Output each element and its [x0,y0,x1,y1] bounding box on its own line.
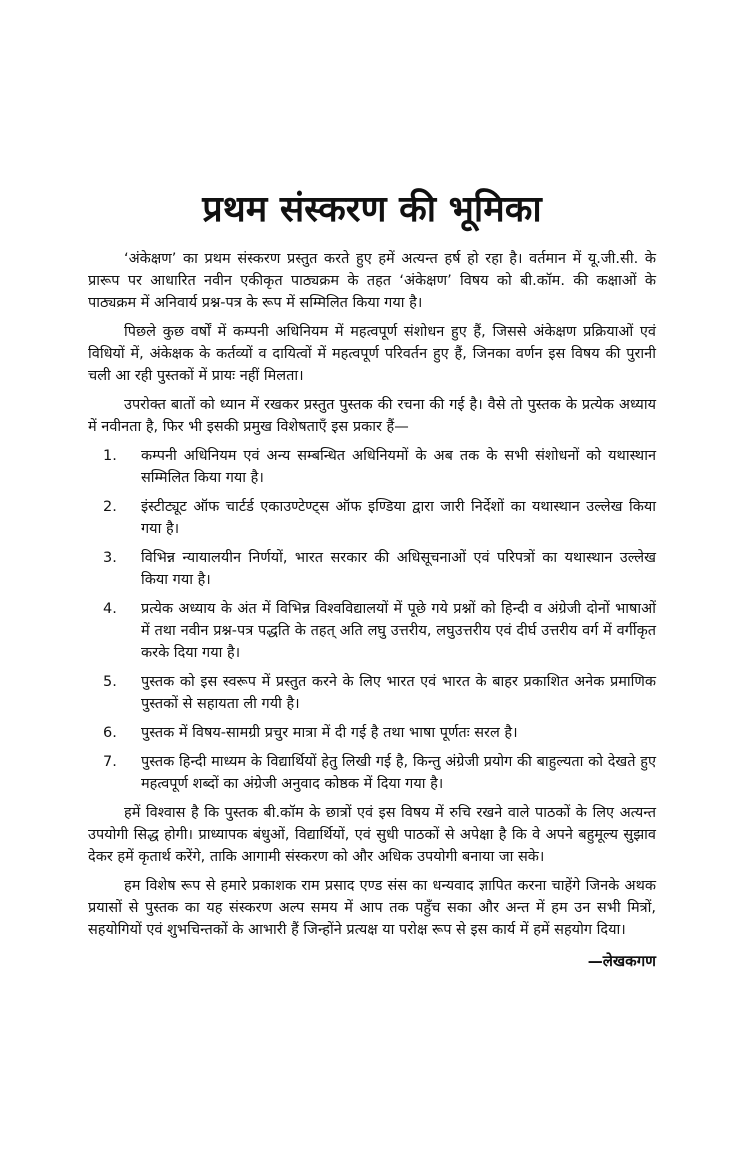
item-number: 3. [103,550,117,566]
item-number: 2. [103,499,117,515]
item-text: कम्पनी अधिनियम एवं अन्य सम्बन्धित अधिनियमों के अब तक के सभी संशोधनों को यथास्थान सम्मिलित किया गया है। [141,448,656,486]
list-item [88,722,656,744]
paragraph-features-intro: उपरोक्त बातों को ध्यान में रखकर प्रस्तुत पुस्तक की रचना की गई है। वैसे तो पुस्तक के प्रत्येक अध्याय में नवीनता है, फिर भी इसकी प्रमुख विशेषताएँ इस प्रकार हैं— [88,397,656,435]
item-text: इंस्टीट्यूट ऑफ चार्टर्ड एकाउण्टेण्ट्स ऑफ इण्डिया द्वारा जारी निर्देशों का यथास्थान उल्लेख किया गया है। [141,499,656,537]
item-text: प्रत्येक अध्याय के अंत में विभिन्न विश्वविद्यालयों में पूछे गये प्रश्नों को हिन्दी व अंग्रेजी दोनों भाषाओं में तथा नवीन प्रश्न-पत्र पद्धति के तहत् अति लघु उत्तरीय, लघुउत्तरीय एवं दीर्घ उत्तरीय वर्ग में वर्गीकृत करके दिया गया है। [141,601,656,661]
list-item [88,445,656,489]
page-title: प्रथम संस्करण की भूमिका [202,189,542,230]
list-item [88,598,656,664]
item-number: 6. [103,725,117,741]
item-number: 1. [103,448,117,464]
preface-page [88,186,656,971]
item-number: 5. [103,674,117,690]
item-text: पुस्तक को इस स्वरूप में प्रस्तुत करने के लिए भारत एवं भारत के बाहर प्रकाशित अनेक प्रमाणिक पुस्तकों से सहायता ली गयी है। [141,674,656,712]
list-item [88,751,656,795]
list-item [88,496,656,540]
signature: —लेखकगण [587,952,656,970]
list-item [88,547,656,591]
item-number: 4. [103,601,117,617]
paragraph-belief: हमें विश्वास है कि पुस्तक बी.कॉम के छात्रों एवं इस विषय में रुचि रखने वाले पाठकों के लिए अत्यन्त उपयोगी सिद्ध होगी। प्राध्यापक बंधुओं, विद्यार्थियों, एवं सुधी पाठकों से अपेक्षा है कि वे अपने बहुमूल्य सुझाव देकर हमें कृतार्थ करेंगे, ताकि आगामी संस्करण को और अधिक उपयोगी बनाया जा सके। [88,805,656,865]
features-list [88,445,656,795]
paragraph-thanks: हम विशेष रूप से हमारे प्रकाशक राम प्रसाद एण्ड संस का धन्यवाद ज्ञापित करना चाहेंगे जिनके अथक प्रयासों से पुस्तक का यह संस्करण अल्प समय में आप तक पहुँच सका और अन्त में हम उन सभी मित्रों, सहयोगियों एवं शुभचिन्तकों के आभारी हैं जिन्होंने प्रत्यक्ष या परोक्ष रूप से इस कार्य में हमें सहयोग दिया। [88,878,656,938]
item-text: विभिन्न न्यायालयीन निर्णयों, भारत सरकार की अधिसूचनाओं एवं परिपत्रों का यथास्थान उल्लेख किया गया है। [141,550,656,588]
paragraph-intro: ‘अंकेक्षण’ का प्रथम संस्करण प्रस्तुत करते हुए हमें अत्यन्त हर्ष हो रहा है। वर्तमान में यू.जी.सी. के प्रारूप पर आधारित नवीन एकीकृत पाठ्यक्रम के तहत ‘अंकेक्षण’ विषय को बी.कॉम. की कक्षाओं के पाठ्यक्रम में अनिवार्य प्रश्न-पत्र के रूप में सम्मिलित किया गया है। [88,251,656,311]
item-text: पुस्तक में विषय-सामग्री प्रचुर मात्रा में दी गई है तथा भाषा पूर्णतः सरल है। [141,725,518,741]
item-text: पुस्तक हिन्दी माध्यम के विद्यार्थियों हेतु लिखी गई है, किन्तु अंग्रेजी प्रयोग की बाहुल्यता को देखते हुए महत्वपूर्ण शब्दों का अंग्रेजी अनुवाद कोष्ठक में दिया गया है। [141,754,656,792]
list-item [88,671,656,715]
paragraph-amendments: पिछले कुछ वर्षों में कम्पनी अधिनियम में महत्वपूर्ण संशोधन हुए हैं, जिससे अंकेक्षण प्रक्रियाओं एवं विधियों में, अंकेक्षक के कर्तव्यों व दायित्वों में महत्वपूर्ण परिवर्तन हुए हैं, जिनका वर्णन इस विषय की पुरानी चली आ रही पुस्तकों में प्रायः नहीं मिलता। [88,324,656,384]
item-number: 7. [103,754,117,770]
